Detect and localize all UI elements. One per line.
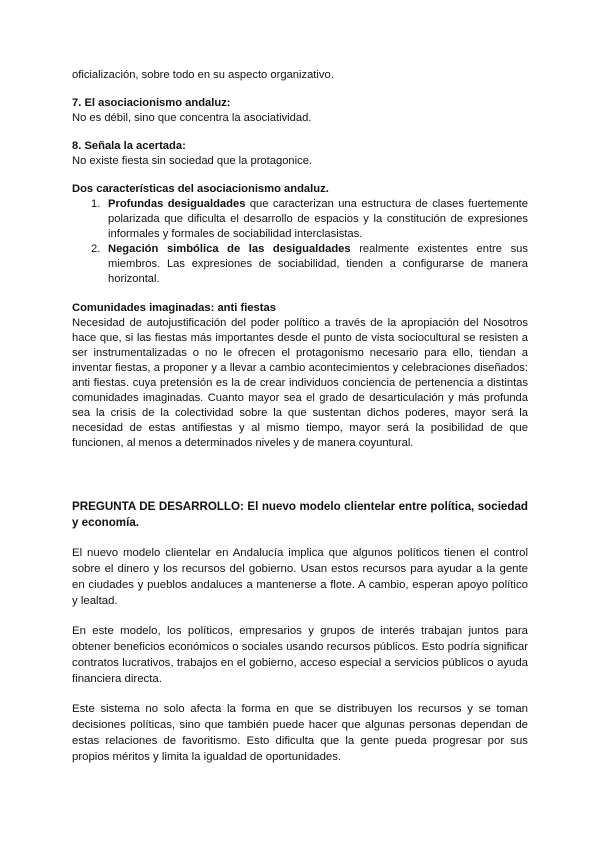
list-item [72, 197, 528, 242]
list-item-text: que caracterizan una estructura de clases fuertemente polarizada que dificulta el desarrollo de espacios y la constitución de expresiones informales y formales de sociabilidad interclasistas. [108, 198, 529, 240]
document-page [72, 68, 528, 765]
list-item [72, 242, 528, 287]
q7-heading: 7. El asociacionismo andaluz: [72, 97, 231, 109]
desarrollo-paragraph: El nuevo modelo clientelar en Andalucía implica que algunos políticos tienen el control sobre el dinero y los recursos del gobierno. Usan estos recursos para ayudar a la gente en ciudades y pueblos andaluces a mantenerse a flote. A cambio, esperan apoyo político y lealtad. [72, 547, 528, 607]
list-item-number: 1. [91, 198, 101, 210]
caracteristicas-list [72, 197, 528, 287]
intro-line: oficialización, sobre todo en su aspecto organizativo. [72, 69, 334, 81]
list-item-number: 2. [91, 243, 101, 255]
comunidades-body: Necesidad de autojustificación del poder político a través de la apropiación del Nosotros hace que, si las fiestas más importantes desde el punto de vista sociocultural se resisten a ser instrumentalizadas o no le ofrecen el protagonismo necesario para ello, tiendan a inventar fiestas, a proponer y a llevar a cambio acontecimientos y celebraciones diseñados: anti fiestas. cuya pretensión es la de crear individuos conciencia de pertenencia a distintas comunidades imaginadas. Cuanto mayor sea el grado de desarticulación y más profunda sea la crisis de la colectividad sobre la que sustentan dichos poderes, mayor será la necesidad de estas antifiestas y al mismo tiempo, mayor será la posibilidad de que funcionen, al menos a determinados niveles y de manera coyuntural. [72, 317, 528, 449]
list-item-bold: Profundas desigualdades [108, 198, 246, 210]
q8-heading: 8. Señala la acertada: [72, 140, 186, 152]
caracteristicas-heading: Dos características del asociacionismo andaluz. [72, 183, 329, 195]
list-item-bold: Negación simbólica de las desigualdades [108, 243, 351, 255]
list-item-text: realmente existentes entre sus miembros. Las expresiones de sociabilidad, tienden a configurarse de manera horizontal. [108, 243, 528, 285]
desarrollo-paragraph: En este modelo, los políticos, empresarios y grupos de interés trabajan juntos para obtener beneficios económicos o sociales usando recursos públicos. Esto podría significar contratos lucrativos, trabajos en el gobierno, acceso especial a servicios públicos o ayuda financiera directa. [72, 625, 528, 685]
q7-answer: No es débil, sino que concentra la asociatividad. [72, 112, 312, 124]
desarrollo-paragraph: Este sistema no solo afecta la forma en que se distribuyen los recursos y se toman decisiones políticas, sino que también puede hacer que algunas personas dependan de estas relaciones de favoritismo. Esto dificulta que la gente pueda progresar por sus propios méritos y limita la igualdad de oportunidades. [72, 703, 528, 763]
comunidades-heading: Comunidades imaginadas: anti fiestas [72, 302, 276, 314]
q8-answer: No existe fiesta sin sociedad que la protagonice. [72, 155, 313, 167]
desarrollo-heading: PREGUNTA DE DESARROLLO: El nuevo modelo clientelar entre política, sociedad y economía. [72, 500, 528, 529]
